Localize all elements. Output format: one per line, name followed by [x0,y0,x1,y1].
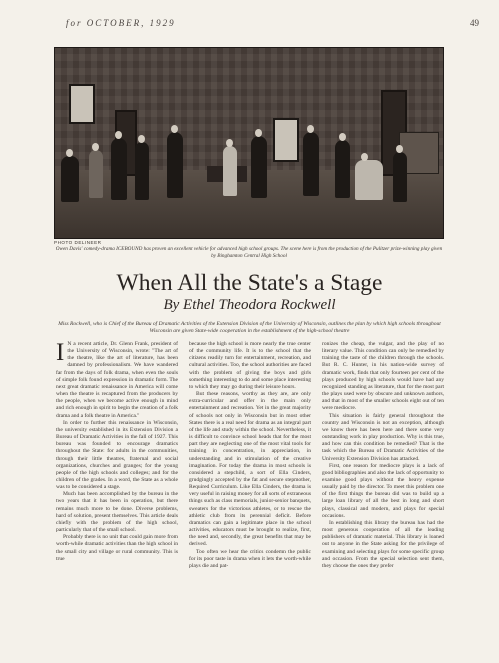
caption-text: Owen Davis' comedy-drama ICEBOUND has proven an excellent vehicle for advanced high school groups. The scene here is from the production of the Pulitzer prize-winning play given by Binghamton Central High School [55,246,443,259]
page-number: 49 [470,18,479,28]
photo-head [226,139,233,147]
paragraph: This situation is fairly general throughout the country and Wisconsin is not an exception, although we know there has been here and there some very outstanding work in play production. Why is this true, and how can this condition be remedied? That is the task which the Bureau of Dramatic Activities of the University Extension Division has attacked. [322,412,444,462]
photo-head [138,135,145,143]
paragraph [56,341,178,420]
photo-figure [135,142,149,200]
body-column-1 [56,341,178,657]
article-deck: Miss Rockwell, who is Chief of the Bureau of Dramatic Activities of the Extension Division of the University of Wisconsin, outlines the plan by which high schools throughout Wisconsin are given State-wide cooperation in the establishment of the high-school theatre [58,321,441,335]
photo-figure [89,150,103,198]
photo-figure [355,160,383,200]
photo-figure [223,146,237,196]
photo-head [171,125,178,133]
photo-figure [393,152,407,202]
paragraph: Probably there is no unit that could gain more from worth-while dramatic activities than the high school in the small city and village or rural community. This is true [56,534,178,562]
photo-window-center [273,118,299,162]
paragraph: But these reasons, worthy as they are, are only extra-curricular and offer in the main only entertainment and recreation. Yet in the great majority of schools not only in Wisconsin but in most other States there is a real need for drama as an integral part of the life and study within the school. Nevertheless, it is difficult to convince school heads that for the most part they are neglecting one of the most vital tools for training in concentration, in appreciation, in understanding and in stimulation of the creative imagination. For today the drama in most schools is considered a stepchild, a sort of Ella Cinders, grudgingly accepted by the fat and secure stepmother, Required Curriculum. Like Ella Cinders, the drama is very useful in raising money for all sorts of extraneous things such as class memorials, junior-senior banquets, sweaters for the victorious athletes, or to rescue the athletic club from its perennial deficit. Before dramatics can gain a legitimate place in the school activities, educators must be brought to realize, first, the need and, secondly, the great benefits that may be derived. [189,391,311,548]
article-body [56,341,444,657]
photo-figure [111,138,127,200]
photo-figure [61,156,79,202]
photo-head [255,129,262,137]
photo-head [361,153,368,161]
photo-window-left [69,84,95,124]
paragraph: In order to further this renaissance in Wisconsin, the university established in its Extension Division a Bureau of Dramatic Activities in the fall of 1927. This bureau was founded to encourage dramatics throughout the State: for adults in the communities, through their little theatres, fraternal and social organizations, churches and granges; for the young people of the high schools and colleges; and for the children of the grades. In a word, the State as a whole was to be considered a stage. [56,419,178,491]
paragraph: ronizes the cheap, the vulgar, and the play of no literary value. This condition can only be remedied by training the taste of the children through the schools. But R. C. Hunter, in his nation-wide survey of dramatic work, finds that only fourteen per cent of the plays produced by high schools would have had any recognized standing as literature, that for the most part the plays used were by obscure and unknown authors, and that in most of the smaller schools eight out of ten were mediocre. [322,341,444,412]
body-column-3 [322,341,444,657]
photo-credit: PHOTO DELINEER [54,240,102,245]
paragraph: Too often we hear the critics condemn the public for its poor taste in drama when it lets the worth-while plays die and pat- [189,548,311,569]
photo-head [396,145,403,153]
paragraph-text: N a recent article, Dr. Glenn Frank, president of the University of Wisconsin, wrote: "The art of the theatre, like the art of literature, has been damned by professionalism. We have wandered far from the days of folk drama, when even the souls of simple folk found expression in dramatic form. The next great dramatic renaissance in America will come when the theatre is recaptured from the producers by the people, when we become active enough in mind and rich enough in spirit to begin the creation of a folk drama and a folk theatre in America." [56,341,178,419]
running-head [66,18,479,30]
body-column-2 [189,341,311,657]
article-byline: By Ethel Theodora Rockwell [163,297,336,313]
photo-figure [251,136,267,198]
photo-figure [335,140,350,198]
photo-caption [54,239,444,260]
photo-head [92,143,99,151]
photo-head [115,131,122,139]
photo-figure [167,132,183,198]
photo-figure [303,132,319,196]
paragraph: Much has been accomplished by the bureau in the two years that it has been in operation, but there remains much more to be done. Diverse problems, hard of solution, present themselves. This article deals chiefly with the problem of the high school, particularly that of the small school. [56,491,178,534]
issue-date: for OCTOBER, 1929 [66,18,176,28]
stage-photo [54,47,444,239]
photo-head [66,149,73,157]
photo-head [339,133,346,141]
paragraph: because the high school is more nearly the true center of the community life. It is to the school that the citizens readily turn for entertainment, recreation, and cultural activities. Too, the school authorities are faced with the problem of giving the boys and girls something interesting to do and some place interesting to which they may go during their leisure hours. [189,341,311,390]
paragraph: First, one reason for mediocre plays is a lack of good bibliographies and also the lack of opportunity to examine good plays without the heavy expense usually paid by the director. To meet this problem one of the first things the bureau did was to build up a large loan library of all the best in long and short plays, classical and modern, and plays for special occasions. [322,462,444,519]
article-title: When All the State's a Stage [116,270,383,296]
paragraph: In establishing this library the bureau has had the most generous cooperation of all the leading publishers of dramatic material. This library is loaned out to anyone in the State asking for the privilege of examining and selecting plays for some specific group and occasion. From the special selection sent them, they choose the ones they prefer [322,519,444,569]
photo-head [307,125,314,133]
drop-cap: I [56,341,65,366]
